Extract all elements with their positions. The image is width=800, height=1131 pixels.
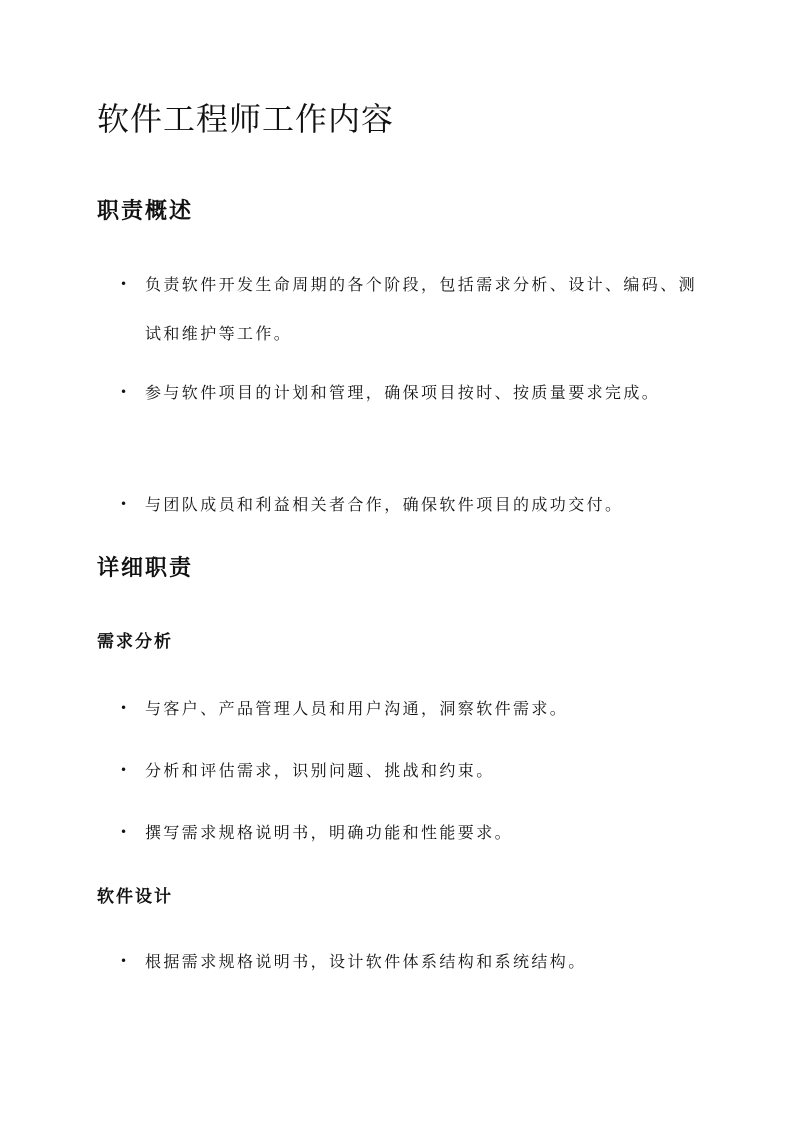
bullet-icon: •: [120, 385, 130, 399]
list-item-text: 负责软件开发生命周期的各个阶段，包括需求分析、设计、编码、测试和维护等工作。: [145, 275, 698, 343]
list-item-text: 参与软件项目的计划和管理，确保项目按时、按质量要求完成。: [145, 383, 661, 402]
subsection-heading-requirements: 需求分析: [97, 632, 173, 652]
list-item: [120, 480, 700, 529]
list-item-text: 分析和评估需求，识别问题、挑战和约束。: [145, 761, 495, 780]
bullet-icon: •: [120, 763, 130, 777]
list-item: [120, 684, 700, 733]
subsection-heading-design: 软件设计: [97, 887, 173, 907]
page-title: 软件工程师工作内容: [97, 100, 395, 138]
list-item: [120, 260, 700, 358]
list-item: [120, 808, 700, 857]
list-item: [120, 746, 700, 795]
list-item-text: 与团队成员和利益相关者合作，确保软件项目的成功交付。: [145, 495, 624, 514]
section-heading-details: 详细职责: [97, 555, 194, 581]
list-item-text: 根据需求规格说明书，设计软件体系结构和系统结构。: [145, 952, 587, 971]
bullet-icon: •: [120, 954, 130, 968]
bullet-icon: •: [120, 277, 130, 291]
bullet-icon: •: [120, 825, 130, 839]
list-item-text: 与客户、产品管理人员和用户沟通，洞察软件需求。: [145, 699, 569, 718]
list-item: [120, 368, 700, 417]
bullet-icon: •: [120, 701, 130, 715]
list-item-text: 撰写需求规格说明书，明确功能和性能要求。: [145, 823, 514, 842]
section-heading-overview: 职责概述: [97, 198, 194, 224]
bullet-icon: •: [120, 497, 130, 511]
list-item: [120, 937, 700, 986]
